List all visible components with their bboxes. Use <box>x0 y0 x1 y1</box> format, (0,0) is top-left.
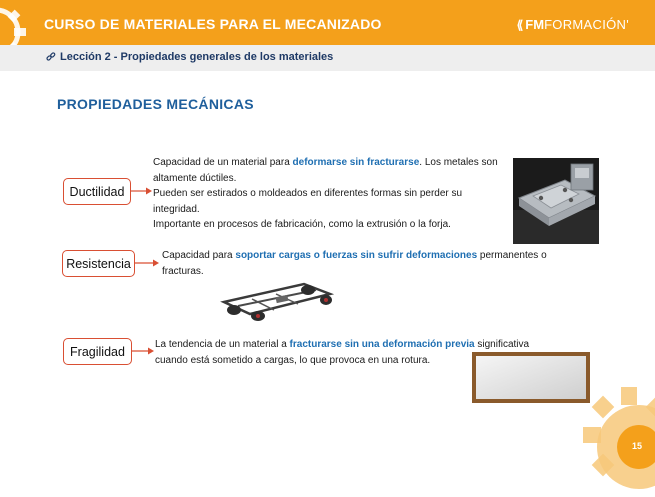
highlight-resistencia: soportar cargas o fuerzas sin sufrir deformaciones <box>235 250 478 261</box>
tag-resistencia: Resistencia <box>62 250 135 277</box>
course-title: CURSO DE MATERIALES PARA EL MECANIZADO <box>44 16 382 32</box>
highlight-ductilidad: deformarse sin fracturarse <box>292 157 420 168</box>
vehicle-chassis-image <box>216 280 336 324</box>
desc-ductilidad: Capacidad de un material para deformarse sin fracturarse. Los metales son altamente dúctiles. Pueden ser estirados o moldeados en diferentes formas sin perder su integridad. Importante en procesos de fabricación, como la extrusión o la forja. <box>153 157 498 230</box>
brand-logo <box>517 17 629 32</box>
desc-resistencia: Capacidad para soportar cargas o fuerzas sin sufrir deformaciones permanentes o fracturas. <box>162 250 547 277</box>
gear-icon <box>583 387 655 497</box>
lesson-title: Lección 2 - Propiedades generales de los materiales <box>60 51 334 63</box>
page-number: 15 <box>631 441 642 451</box>
link-icon <box>46 52 56 62</box>
brand-fm: FM <box>525 17 545 32</box>
tag-fragilidad: Fragilidad <box>63 338 132 365</box>
tag-ductilidad: Ductilidad <box>63 178 131 205</box>
lesson-bar <box>0 45 655 71</box>
brand-mark-icon: ⟪ <box>516 17 524 32</box>
arrow-fragilidad <box>132 346 155 356</box>
arrow-ductilidad <box>131 186 153 196</box>
brand-formacion: FORMACIÓN' <box>544 17 629 32</box>
header-bar <box>0 0 655 45</box>
metal-parts-image <box>513 158 599 244</box>
arrow-resistencia <box>135 258 160 268</box>
section-title: PROPIEDADES MECÁNICAS <box>57 96 254 112</box>
highlight-fragilidad: fracturarse sin una deformación previa <box>289 339 475 350</box>
lesson-breadcrumb <box>46 51 333 63</box>
mirror-image <box>472 352 590 403</box>
desc-fragilidad: La tendencia de un material a fracturarse sin una deformación previa significativa cuando está sometido a cargas, lo que provoca en una rotura. <box>155 339 530 366</box>
